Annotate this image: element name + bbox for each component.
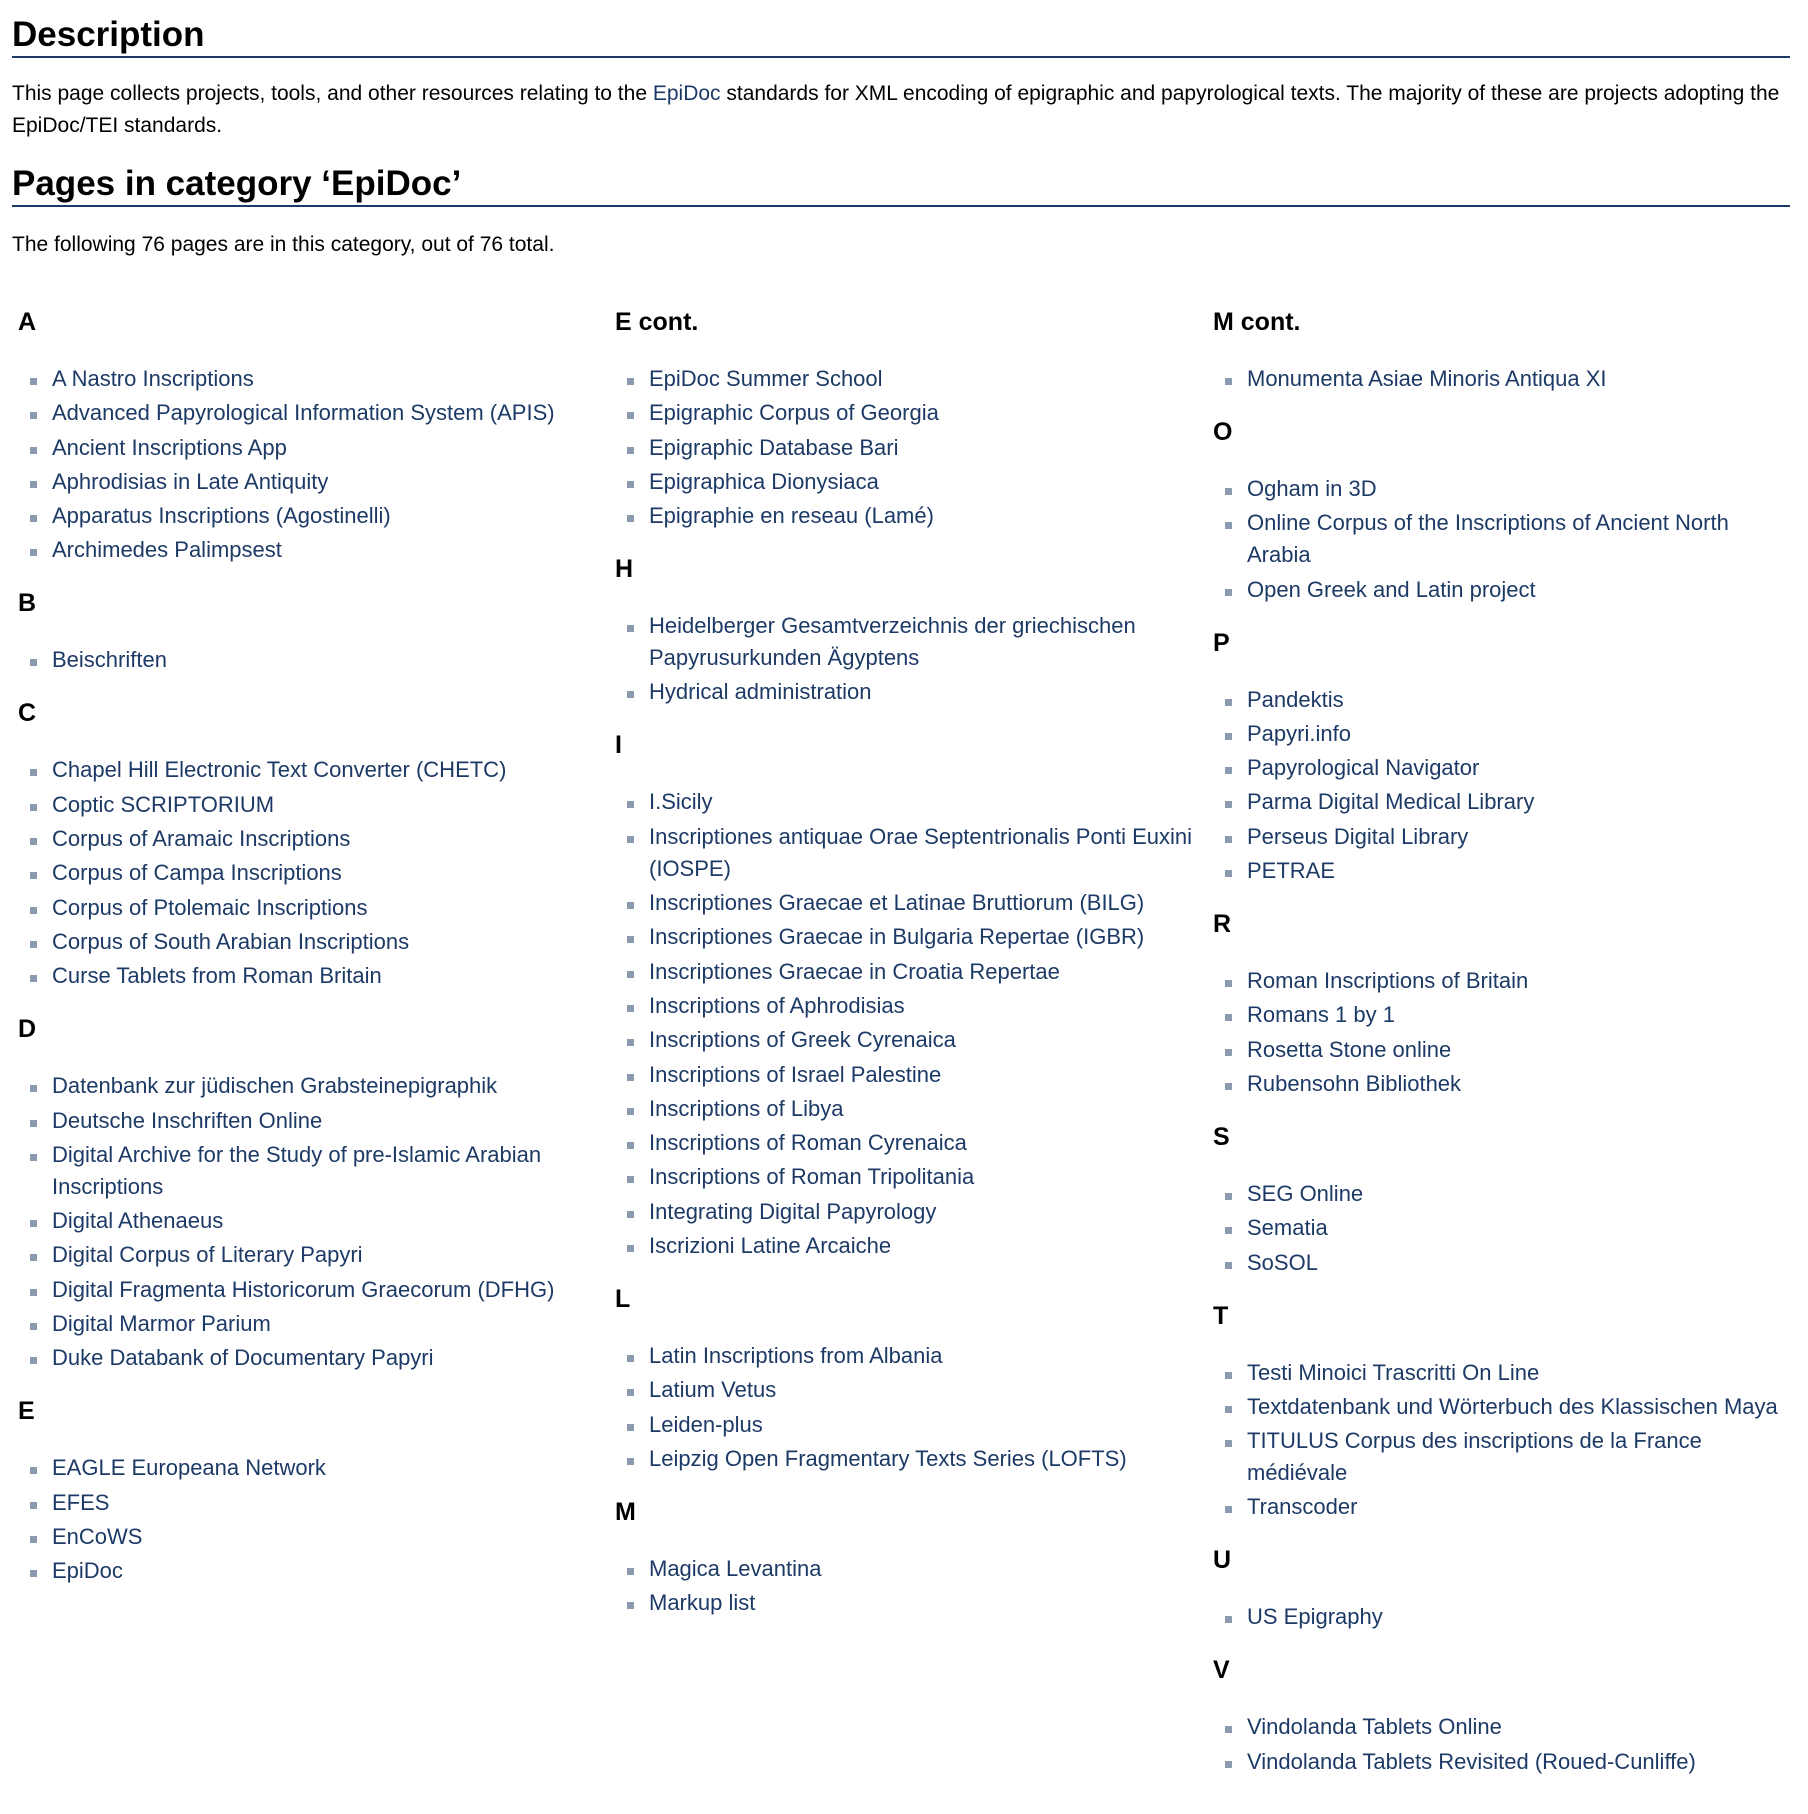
page-link[interactable]: Testi Minoici Trascritti On Line	[1247, 1359, 1540, 1385]
page-list	[18, 644, 609, 676]
square-bullet-icon	[1225, 1506, 1232, 1513]
page-link[interactable]: Apparatus Inscriptions (Agostinelli)	[52, 503, 391, 529]
list-item	[1213, 1034, 1787, 1066]
page-link[interactable]: Sematia	[1247, 1215, 1328, 1241]
page-link[interactable]: Transcoder	[1247, 1494, 1358, 1520]
list-item	[615, 1024, 1207, 1056]
square-bullet-icon	[1225, 522, 1232, 529]
list-item	[615, 1196, 1207, 1228]
square-bullet-icon	[30, 447, 37, 454]
page-link[interactable]: Iscrizioni Latine Arcaiche	[649, 1233, 892, 1259]
page-list	[615, 1340, 1207, 1475]
page-link[interactable]: Latium Vetus	[649, 1377, 777, 1403]
list-item	[615, 610, 1207, 674]
page-link[interactable]: Papyrological Navigator	[1247, 755, 1480, 781]
square-bullet-icon	[1225, 1440, 1232, 1447]
square-bullet-icon	[30, 1085, 37, 1092]
square-bullet-icon	[1225, 1726, 1232, 1733]
list-item	[18, 534, 609, 566]
page-link[interactable]: Digital Athenaeus	[52, 1208, 224, 1234]
letter-heading: R	[1213, 910, 1232, 939]
list-item	[18, 1105, 609, 1137]
letter-heading: V	[1213, 1656, 1230, 1685]
page-list	[1213, 363, 1787, 395]
list-item	[615, 1374, 1207, 1406]
square-bullet-icon	[30, 1323, 37, 1330]
square-bullet-icon	[627, 1602, 634, 1609]
square-bullet-icon	[627, 515, 634, 522]
list-item	[615, 1127, 1207, 1159]
square-bullet-icon	[627, 1355, 634, 1362]
list-item	[18, 857, 609, 889]
square-bullet-icon	[30, 1570, 37, 1577]
list-item	[18, 823, 609, 855]
square-bullet-icon	[1225, 767, 1232, 774]
square-bullet-icon	[1225, 1616, 1232, 1623]
page-link[interactable]: Rosetta Stone online	[1247, 1036, 1452, 1062]
square-bullet-icon	[1225, 1262, 1232, 1269]
page-link[interactable]: SEG Online	[1247, 1180, 1364, 1206]
letter-heading: H	[615, 555, 634, 584]
square-bullet-icon	[30, 481, 37, 488]
square-bullet-icon	[627, 378, 634, 385]
page-link[interactable]: Inscriptions of Greek Cyrenaica	[649, 1027, 956, 1053]
letter-heading: M cont.	[1213, 308, 1301, 336]
letter-heading: I	[615, 731, 622, 760]
page-list	[615, 786, 1207, 1262]
page-link[interactable]: Vindolanda Tablets Online	[1247, 1714, 1502, 1740]
letter-heading: L	[615, 1285, 631, 1314]
square-bullet-icon	[30, 1536, 37, 1543]
square-bullet-icon	[1225, 1193, 1232, 1200]
page-link[interactable]: Digital Fragmenta Historicorum Graecorum (DFHG)	[52, 1276, 555, 1302]
list-item	[615, 1340, 1207, 1372]
list-item	[615, 887, 1207, 919]
square-bullet-icon	[627, 447, 634, 454]
list-item	[615, 1409, 1207, 1441]
square-bullet-icon	[1225, 1083, 1232, 1090]
letter-heading: U	[1213, 1546, 1232, 1575]
page-list	[1213, 684, 1787, 887]
page-link[interactable]: Inscriptions of Israel Palestine	[649, 1061, 942, 1087]
square-bullet-icon	[1225, 733, 1232, 740]
list-item	[1213, 1068, 1787, 1100]
square-bullet-icon	[627, 1074, 634, 1081]
list-item	[1213, 965, 1787, 997]
square-bullet-icon	[30, 941, 37, 948]
list-item	[1213, 1711, 1787, 1743]
list-item	[18, 397, 609, 429]
square-bullet-icon	[627, 1005, 634, 1012]
square-bullet-icon	[1225, 836, 1232, 843]
list-item	[18, 500, 609, 532]
letter-heading: P	[1213, 628, 1230, 657]
square-bullet-icon	[30, 659, 37, 666]
page-link[interactable]: Open Greek and Latin project	[1247, 576, 1536, 602]
description-heading: Description	[12, 0, 1790, 58]
page-link[interactable]: Rubensohn Bibliothek	[1247, 1070, 1462, 1096]
page-list	[18, 754, 609, 992]
page-list	[1213, 1178, 1787, 1279]
page-link[interactable]: Digital Marmor Parium	[52, 1311, 271, 1337]
square-bullet-icon	[1225, 870, 1232, 877]
list-item	[18, 892, 609, 924]
category-column	[12, 305, 609, 1798]
page-link[interactable]: Parma Digital Medical Library	[1247, 789, 1535, 815]
page-link[interactable]: Chapel Hill Electronic Text Converter (CHETC)	[52, 757, 507, 783]
list-item	[18, 1139, 609, 1203]
page-link[interactable]: Advanced Papyrological Information System (APIS)	[52, 400, 555, 426]
list-item	[615, 1161, 1207, 1193]
list-item	[615, 500, 1207, 532]
page-link[interactable]: US Epigraphy	[1247, 1604, 1383, 1630]
square-bullet-icon	[1225, 1049, 1232, 1056]
page-list	[18, 1452, 609, 1587]
square-bullet-icon	[627, 936, 634, 943]
page-list	[18, 363, 609, 566]
square-bullet-icon	[30, 1254, 37, 1261]
category-column	[1207, 305, 1787, 1798]
category-column	[609, 305, 1207, 1798]
square-bullet-icon	[30, 1220, 37, 1227]
square-bullet-icon	[627, 1245, 634, 1252]
list-item	[18, 789, 609, 821]
list-item	[18, 1342, 609, 1374]
page-link[interactable]: Latin Inscriptions from Albania	[649, 1343, 943, 1369]
list-item	[18, 1274, 609, 1306]
page-link[interactable]: Inscriptiones antiquae Orae Septentrionalis Ponti Euxini (IOSPE)	[649, 823, 1192, 881]
list-item	[1213, 1212, 1787, 1244]
list-item	[1213, 1357, 1787, 1389]
list-item	[615, 1587, 1207, 1619]
page-link[interactable]: Ogham in 3D	[1247, 476, 1377, 501]
square-bullet-icon	[1225, 1406, 1232, 1413]
list-item	[615, 990, 1207, 1022]
list-item	[615, 1553, 1207, 1585]
letter-heading: E cont.	[615, 308, 699, 336]
square-bullet-icon	[1225, 699, 1232, 706]
page-list	[1213, 1601, 1787, 1633]
page-link[interactable]: Magica Levantina	[649, 1555, 822, 1581]
letter-heading: M	[615, 1497, 636, 1526]
square-bullet-icon	[30, 549, 37, 556]
square-bullet-icon	[30, 769, 37, 776]
page-link[interactable]: Epigraphic Corpus of Georgia	[649, 400, 939, 426]
square-bullet-icon	[30, 907, 37, 914]
page-link[interactable]: Online Corpus of the Inscriptions of Ancient North Arabia	[1247, 510, 1729, 568]
list-item	[1213, 1491, 1787, 1523]
category-count-text: The following 76 pages are in this category, out of 76 total.	[12, 233, 555, 256]
page-link[interactable]: EAGLE Europeana Network	[52, 1455, 326, 1481]
description-text-before: This page collects projects, tools, and other resources relating to the	[12, 82, 653, 105]
list-item	[615, 432, 1207, 464]
list-item	[1213, 752, 1787, 784]
list-item	[1213, 574, 1787, 606]
list-item	[1213, 718, 1787, 750]
page-list	[1213, 473, 1787, 606]
list-item	[615, 786, 1207, 818]
list-item	[1213, 1746, 1787, 1778]
letter-heading: C	[18, 699, 37, 728]
page-link[interactable]: EpiDoc	[52, 1558, 123, 1584]
square-bullet-icon	[627, 691, 634, 698]
square-bullet-icon	[1225, 488, 1232, 495]
page-list	[615, 610, 1207, 708]
page-link[interactable]: I.Sicily	[649, 789, 713, 815]
letter-heading: D	[18, 1015, 37, 1044]
square-bullet-icon	[30, 1467, 37, 1474]
page-link[interactable]: Corpus of Campa Inscriptions	[52, 860, 342, 886]
page-list	[615, 1553, 1207, 1619]
page-link[interactable]: Perseus Digital Library	[1247, 823, 1469, 849]
page-link[interactable]: SoSOL	[1247, 1249, 1318, 1275]
page-link[interactable]: Monumenta Asiae Minoris Antiqua XI	[1247, 366, 1607, 391]
list-item	[18, 1487, 609, 1519]
list-item	[615, 1093, 1207, 1125]
page-link[interactable]: Aphrodisias in Late Antiquity	[52, 468, 329, 494]
page-link[interactable]: Coptic SCRIPTORIUM	[52, 791, 275, 817]
list-item	[615, 676, 1207, 708]
list-item	[1213, 1247, 1787, 1279]
list-item	[18, 1205, 609, 1237]
list-item	[1213, 363, 1787, 395]
page-list	[1213, 1711, 1787, 1777]
list-item	[18, 1521, 609, 1553]
list-item	[18, 754, 609, 786]
page-link[interactable]: Inscriptions of Roman Cyrenaica	[649, 1130, 967, 1156]
list-item	[615, 1443, 1207, 1475]
list-item	[18, 1070, 609, 1102]
letter-heading: E	[18, 1397, 35, 1426]
list-item	[18, 1308, 609, 1340]
page-link[interactable]: Papyri.info	[1247, 720, 1351, 746]
page-link[interactable]: Inscriptiones Graecae in Croatia Repertae	[649, 958, 1060, 984]
square-bullet-icon	[30, 1357, 37, 1364]
page-link[interactable]: Curse Tablets from Roman Britain	[52, 963, 382, 989]
letter-heading: S	[1213, 1122, 1230, 1151]
description-text	[12, 78, 1790, 142]
page-link[interactable]: Markup list	[649, 1590, 756, 1616]
list-item	[1213, 507, 1787, 571]
category-columns	[12, 305, 1790, 1798]
page-list	[1213, 965, 1787, 1100]
page-list	[615, 363, 1207, 532]
page-link[interactable]: Ancient Inscriptions App	[52, 434, 287, 460]
square-bullet-icon	[30, 378, 37, 385]
page-link[interactable]: Digital Corpus of Literary Papyri	[52, 1242, 363, 1268]
page-link[interactable]: Corpus of Aramaic Inscriptions	[52, 826, 351, 852]
list-item	[615, 363, 1207, 395]
square-bullet-icon	[1225, 1014, 1232, 1021]
square-bullet-icon	[627, 1039, 634, 1046]
page-link[interactable]: Leiden-plus	[649, 1411, 763, 1437]
square-bullet-icon	[627, 1568, 634, 1575]
list-item	[615, 1230, 1207, 1262]
square-bullet-icon	[627, 971, 634, 978]
page-link[interactable]: EpiDoc Summer School	[649, 366, 883, 391]
square-bullet-icon	[627, 1142, 634, 1149]
list-item	[18, 644, 609, 676]
square-bullet-icon	[627, 1108, 634, 1115]
category-heading: Pages in category ‘EpiDoc’	[12, 142, 1790, 207]
square-bullet-icon	[1225, 1761, 1232, 1768]
list-item	[1213, 1391, 1787, 1423]
list-item	[1213, 1425, 1787, 1489]
page-link[interactable]: Hydrical administration	[649, 679, 872, 705]
list-item	[1213, 999, 1787, 1031]
square-bullet-icon	[30, 1502, 37, 1509]
page-link[interactable]: Integrating Digital Papyrology	[649, 1198, 937, 1224]
page-link[interactable]: Epigraphic Database Bari	[649, 434, 899, 460]
square-bullet-icon	[30, 412, 37, 419]
page-link[interactable]: Corpus of South Arabian Inscriptions	[52, 928, 410, 954]
list-item	[18, 363, 609, 395]
square-bullet-icon	[30, 515, 37, 522]
square-bullet-icon	[1225, 378, 1232, 385]
page-link[interactable]: Heidelberger Gesamtverzeichnis der griechischen Papyrusurkunden Ägyptens	[649, 613, 1136, 671]
square-bullet-icon	[627, 412, 634, 419]
list-item	[615, 821, 1207, 885]
square-bullet-icon	[30, 1289, 37, 1296]
square-bullet-icon	[1225, 1227, 1232, 1234]
list-item	[615, 466, 1207, 498]
square-bullet-icon	[30, 804, 37, 811]
list-item	[1213, 473, 1787, 505]
list-item	[615, 956, 1207, 988]
square-bullet-icon	[30, 872, 37, 879]
list-item	[1213, 821, 1787, 853]
square-bullet-icon	[1225, 980, 1232, 987]
list-item	[18, 926, 609, 958]
epidoc-link[interactable]: EpiDoc	[652, 82, 721, 105]
list-item	[1213, 1601, 1787, 1633]
square-bullet-icon	[30, 1154, 37, 1161]
square-bullet-icon	[627, 1424, 634, 1431]
square-bullet-icon	[1225, 589, 1232, 596]
page-link[interactable]: EnCoWS	[52, 1523, 143, 1549]
list-item	[615, 397, 1207, 429]
page-link[interactable]: Archimedes Palimpsest	[52, 537, 282, 563]
letter-heading: B	[18, 589, 37, 618]
page-link[interactable]: Romans 1 by 1	[1247, 1002, 1395, 1028]
square-bullet-icon	[627, 1458, 634, 1465]
list-item	[18, 432, 609, 464]
square-bullet-icon	[627, 836, 634, 843]
letter-heading: A	[18, 308, 37, 336]
page-link[interactable]: Pandektis	[1247, 686, 1344, 712]
square-bullet-icon	[627, 481, 634, 488]
list-item	[18, 466, 609, 498]
page-link[interactable]: A Nastro Inscriptions	[52, 366, 254, 391]
square-bullet-icon	[627, 902, 634, 909]
list-item	[1213, 786, 1787, 818]
page-link[interactable]: Inscriptions of Libya	[649, 1095, 844, 1121]
square-bullet-icon	[1225, 801, 1232, 808]
page-list	[1213, 1357, 1787, 1524]
page-link[interactable]: Textdatenbank und Wörterbuch des Klassischen Maya	[1247, 1393, 1778, 1419]
square-bullet-icon	[627, 1211, 634, 1218]
description-text-after: standards for XML encoding of epigraphic and papyrological texts. The majority of these are projects adopting the EpiDoc/TEI standards.	[12, 82, 1780, 137]
page-link[interactable]: EFES	[52, 1489, 110, 1515]
page-link[interactable]: Inscriptions of Aphrodisias	[649, 992, 905, 1018]
square-bullet-icon	[627, 625, 634, 632]
square-bullet-icon	[627, 1389, 634, 1396]
square-bullet-icon	[627, 1176, 634, 1183]
page-link[interactable]: Corpus of Ptolemaic Inscriptions	[52, 894, 368, 920]
page-list	[18, 1070, 609, 1374]
list-item	[1213, 684, 1787, 716]
page-link[interactable]: Vindolanda Tablets Revisited (Roued-Cunliffe)	[1247, 1748, 1696, 1774]
square-bullet-icon	[627, 801, 634, 808]
letter-heading: T	[1213, 1301, 1229, 1330]
page-link[interactable]: Digital Archive for the Study of pre-Islamic Arabian Inscriptions	[52, 1141, 542, 1199]
list-item	[18, 1555, 609, 1587]
list-item	[18, 1239, 609, 1271]
list-item	[615, 1059, 1207, 1091]
page-link[interactable]: TITULUS Corpus des inscriptions de la France médiévale	[1247, 1428, 1702, 1486]
page-link[interactable]: Epigraphica Dionysiaca	[649, 468, 879, 494]
page-link[interactable]: Roman Inscriptions of Britain	[1247, 968, 1529, 994]
page-link[interactable]: Duke Databank of Documentary Papyri	[52, 1345, 434, 1371]
list-item	[615, 921, 1207, 953]
square-bullet-icon	[30, 975, 37, 982]
list-item	[1213, 855, 1787, 887]
page-link[interactable]: Epigraphie en reseau (Lamé)	[649, 503, 934, 529]
list-item	[18, 960, 609, 992]
page-link[interactable]: Inscriptiones Graecae et Latinae Bruttiorum (BILG)	[649, 890, 1145, 916]
page-link[interactable]: Deutsche Inschriften Online	[52, 1107, 323, 1133]
square-bullet-icon	[30, 838, 37, 845]
page-link[interactable]: PETRAE	[1247, 858, 1336, 884]
list-item	[1213, 1178, 1787, 1210]
page-link[interactable]: Inscriptions of Roman Tripolitania	[649, 1164, 975, 1190]
page-link[interactable]: Beischriften	[52, 647, 167, 673]
page-link[interactable]: Leipzig Open Fragmentary Texts Series (LOFTS)	[649, 1445, 1127, 1471]
letter-heading: O	[1213, 418, 1233, 446]
list-item	[18, 1452, 609, 1484]
page-link[interactable]: Datenbank zur jüdischen Grabsteinepigraphik	[52, 1073, 498, 1099]
square-bullet-icon	[30, 1120, 37, 1127]
page-link[interactable]: Inscriptiones Graecae in Bulgaria Repertae (IGBR)	[649, 924, 1145, 950]
square-bullet-icon	[1225, 1372, 1232, 1379]
